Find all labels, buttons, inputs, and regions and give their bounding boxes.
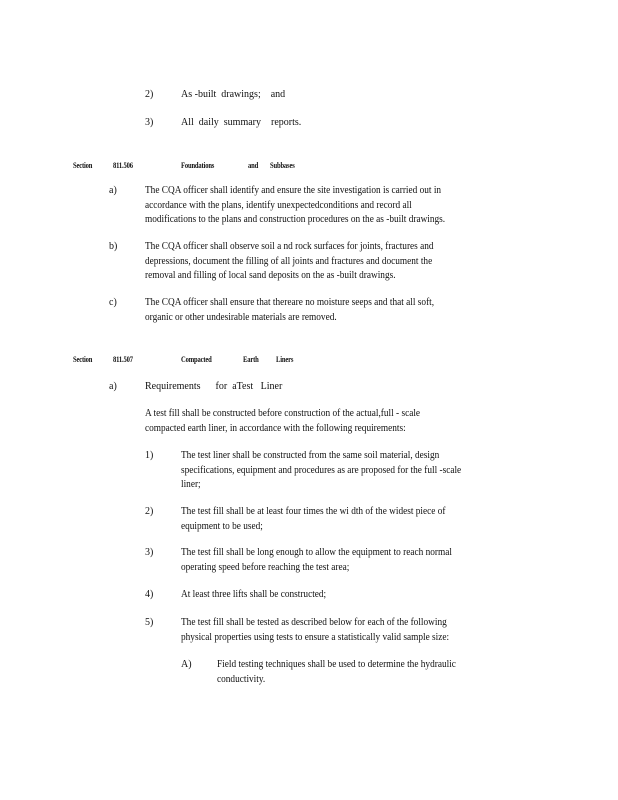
text-line: The test liner shall be constructed from the same soil material, design xyxy=(181,450,440,461)
section-label: Section xyxy=(73,161,93,170)
text-line: conductivity. xyxy=(217,673,266,685)
text-line: The test fill shall be long enough to allow the equipment to reach normal xyxy=(181,547,452,558)
item-letter: a) xyxy=(109,381,117,392)
list-number: 3) xyxy=(145,547,154,558)
text-line: removal and filling of local sand deposits on the as -built drawings. xyxy=(145,270,396,281)
text-line: Field testing techniques shall be used to determine the hydraulic xyxy=(217,659,456,670)
text-line: equipment to be used; xyxy=(181,520,263,532)
section-title: Subbases xyxy=(270,161,295,170)
text-line: operating speed before reaching the test area; xyxy=(181,561,350,573)
list-number: 1) xyxy=(145,450,154,461)
text-line: modifications to the plans and construction procedures on the as -built drawings. xyxy=(145,214,446,225)
list-text: All daily summary reports. xyxy=(181,117,302,128)
text-line: The CQA officer shall ensure that thereare no moisture seeps and that all soft, xyxy=(145,297,435,308)
text-line: compacted earth liner, in accordance with the following requirements: xyxy=(145,422,406,434)
intro-paragraph xyxy=(145,407,545,436)
section-number: 811.507 xyxy=(113,355,133,364)
list-text xyxy=(181,505,551,534)
section-title: and xyxy=(248,161,259,170)
text-line: The CQA officer shall observe soil a nd rock surfaces for joints, fractures and xyxy=(145,241,434,252)
list-text xyxy=(181,546,551,575)
text-line: The test fill shall be at least four times the wi dth of the widest piece of xyxy=(181,506,446,517)
item-heading: Requirements for aTest Liner xyxy=(145,381,283,392)
list-text xyxy=(181,616,551,645)
item-letter: a) xyxy=(109,185,117,196)
item-letter: c) xyxy=(109,297,117,308)
text-line: accordance with the plans, identify unexpectedconditions and record all xyxy=(145,199,412,211)
section-title: Foundations xyxy=(181,161,215,170)
text-line: depressions, document the filling of all joints and fractures and document the xyxy=(145,255,433,267)
text-line: physical properties using tests to ensure a statistically valid sample size: xyxy=(181,631,450,643)
section-title: Compacted xyxy=(181,355,212,364)
list-text: As -built drawings; and xyxy=(181,89,286,100)
list-number: 4) xyxy=(145,589,154,600)
text-line: A test fill shall be constructed before construction of the actual,full - scale xyxy=(145,408,421,419)
text-line: The test fill shall be tested as described below for each of the following xyxy=(181,617,447,628)
text-line: organic or other undesirable materials are removed. xyxy=(145,311,337,323)
item-text xyxy=(145,184,545,228)
text-line: At least three lifts shall be constructed; xyxy=(181,589,327,600)
list-number: 2) xyxy=(145,89,154,100)
item-text xyxy=(145,296,545,325)
section-label: Section xyxy=(73,355,93,364)
sub-list-text xyxy=(217,658,547,687)
text-line: liner; xyxy=(181,479,201,490)
sub-list-letter: A) xyxy=(181,659,192,670)
list-text xyxy=(181,588,551,603)
section-number: 811.506 xyxy=(113,161,133,170)
text-line: The CQA officer shall identify and ensure the site investigation is carried out in xyxy=(145,185,442,196)
list-number: 3) xyxy=(145,117,154,128)
section-title: Earth xyxy=(243,355,259,364)
list-text xyxy=(181,449,551,493)
section-title: Liners xyxy=(276,355,294,364)
item-text xyxy=(145,240,545,284)
text-line: specifications, equipment and procedures as are proposed for the full -scale xyxy=(181,464,462,476)
list-number: 2) xyxy=(145,506,154,517)
list-number: 5) xyxy=(145,617,154,628)
item-letter: b) xyxy=(109,241,118,252)
